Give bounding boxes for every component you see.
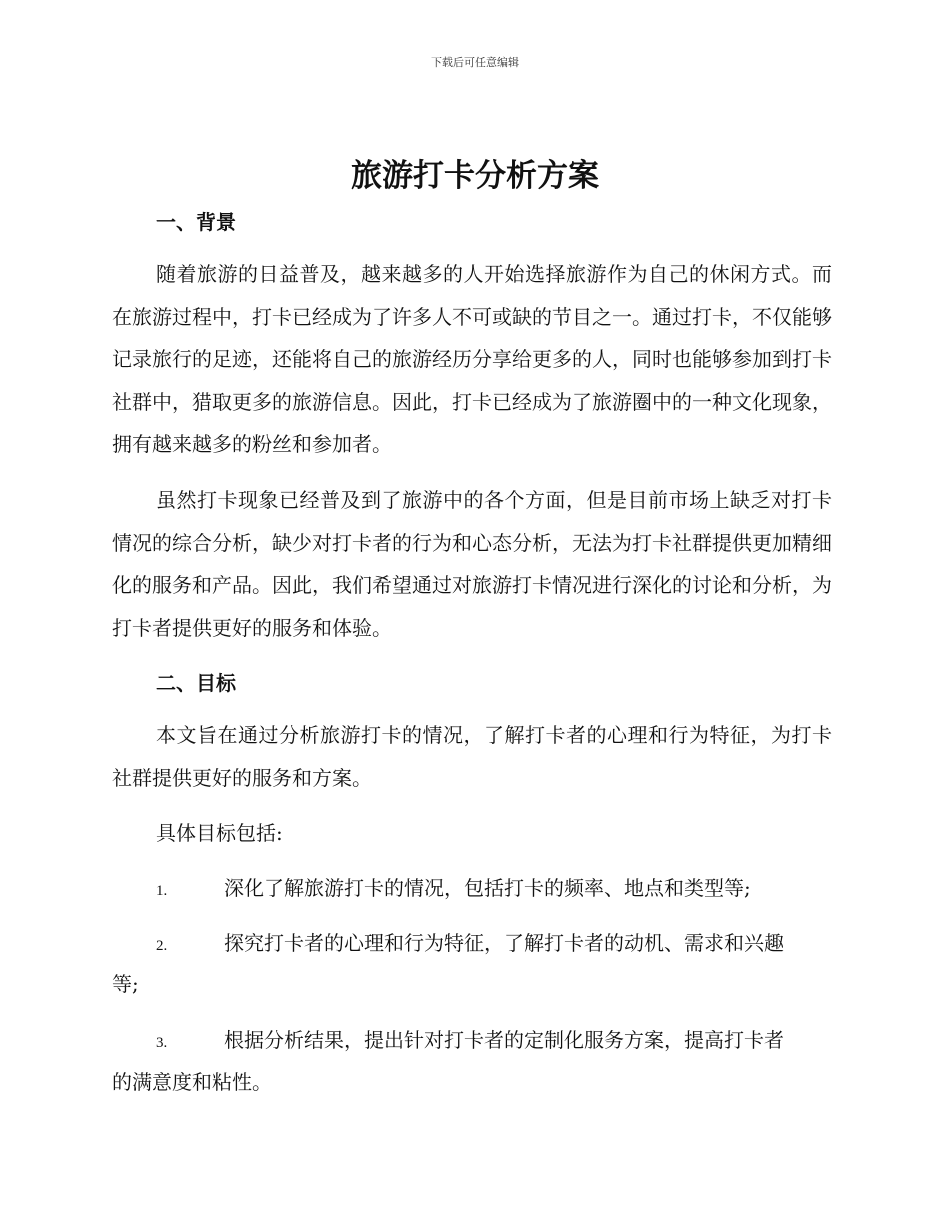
goals-paragraph-1: 本文旨在通过分析旅游打卡的情况，了解打卡者的心理和行为特征，为打卡社群提供更好的服务和方案。 (112, 723, 832, 790)
section-heading-goals: 二、目标 (156, 671, 236, 695)
background-paragraph-2: 虽然打卡现象已经普及到了旅游中的各个方面，但是目前市场上缺乏对打卡情况的综合分析，缺少对打卡者的行为和心态分析，无法为打卡社群提供更加精细化的服务和产品。因此，我们希望通过对旅游打卡情况进行深化的讨论和分析，为打卡者提供更好的服务和体验。 (112, 488, 832, 640)
background-paragraph-1: 随着旅游的日益普及，越来越多的人开始选择旅游作为自己的休闲方式。而在旅游过程中，打卡已经成为了许多人不可或缺的节目之一。通过打卡，不仅能够记录旅行的足迹，还能将自己的旅游经历分享给更多的人，同时也能够参加到打卡社群中，猎取更多的旅游信息。因此，打卡已经成为了旅游圈中的一种文化现象，拥有越来越多的粉丝和参加者。 (112, 262, 832, 456)
list-item-text: 根据分析结果，提出针对打卡者的定制化服务方案，提高打卡者 (224, 1028, 784, 1052)
list-item-continuation: 等; (112, 972, 139, 996)
list-item-text: 深化了解旅游打卡的情况，包括打卡的频率、地点和类型等; (224, 876, 751, 900)
goals-intro: 具体目标包括: (156, 821, 283, 845)
section-heading-background: 一、背景 (156, 210, 236, 234)
goal-list-item (112, 1020, 832, 1063)
list-item-number: 3. (156, 1035, 168, 1051)
list-item-number: 1. (156, 883, 168, 899)
goal-list-item (112, 868, 832, 911)
list-item-continuation: 的满意度和粘性。 (112, 1070, 272, 1094)
list-item-number: 2. (156, 938, 168, 954)
page-header-note: 下载后可任意编辑 (431, 56, 519, 69)
document-title: 旅游打卡分析方案 (351, 158, 599, 194)
list-item-text: 探究打卡者的心理和行为特征，了解打卡者的动机、需求和兴趣 (224, 931, 784, 955)
goal-list-item (112, 923, 832, 966)
